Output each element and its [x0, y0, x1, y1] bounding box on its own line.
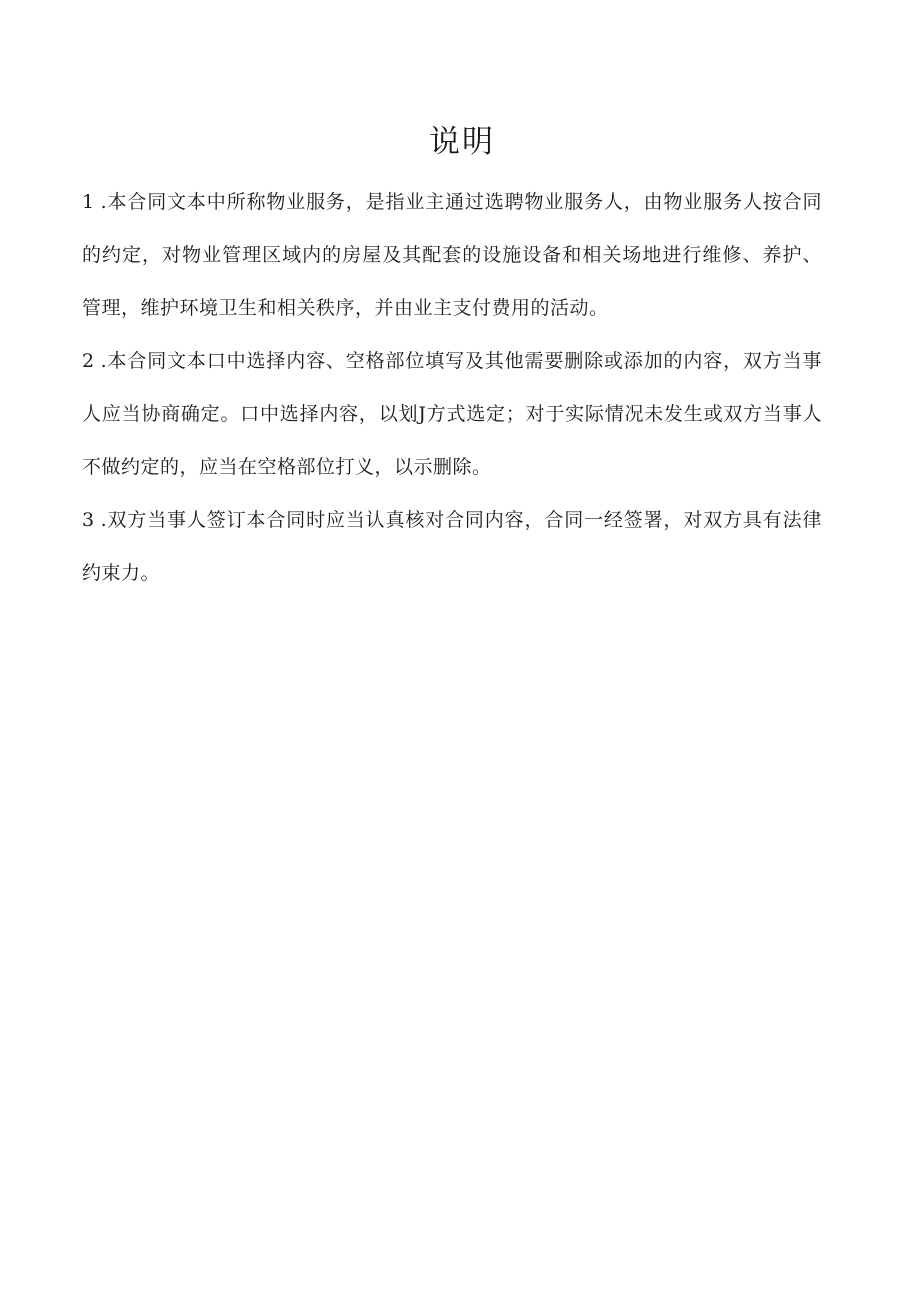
- paragraph-1: [82, 176, 822, 335]
- paragraph-1-text: .本合同文本中所称物业服务，是指业主通过选聘物业服务人，由物业服务人按合同的约定，对物业管理区域内的房屋及其配套的设施设备和相关场地进行维修、养护、管理，维护环境卫生和相关秩序，并由业主支付费用的活动。: [82, 191, 822, 319]
- paragraph-2-text: .本合同文本口中选择内容、空格部位填写及其他需要删除或添加的内容，双方当事人应当协商确定。口中选择内容，以划J方式选定；对于实际情况未发生或双方当事人不做约定的，应当在空格部位打义，以示删除。: [82, 350, 822, 478]
- paragraph-3-text: .双方当事人签订本合同时应当认真核对合同内容，合同一经签署，对双方具有法律约束力。: [82, 509, 822, 584]
- document-title: 说明: [429, 124, 495, 160]
- paragraph-3: [82, 494, 822, 600]
- paragraph-3-number: 3: [82, 509, 95, 531]
- paragraph-2: [82, 335, 822, 494]
- paragraph-2-number: 2: [82, 350, 95, 372]
- paragraph-1-number: 1: [82, 191, 95, 213]
